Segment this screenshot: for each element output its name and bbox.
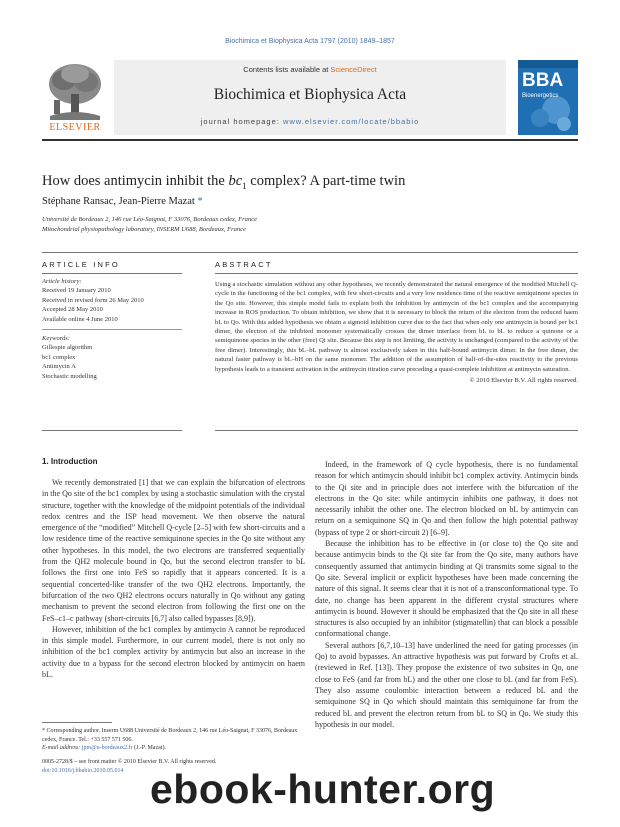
abstract-text: Using a stochastic simulation without any other hypotheses, we recently demonstrated the natural emergence of the modified Mitchell Q-cycle in the functioning of the bc1 complex, with few short-circuits and a very low residence time of the reactive semiquinone species in the Qo site. However, this simple model fails to explain both the inhibition by antimycin of the bc1 complex and the accompanying increase in ROS production. To obtain inhibition, we show that it is necessary to block the return of the electron from the reduced haem bL to Qo. With this added hypothesis we obtain a sigmoid inhibition curve due to the fact that when only one antimycin is bound per bc1 dimer, the electron of the inhibited monomer systematically crosses the dimer interface from bL to bL to reduce a quinone or a semiquinone species in the other (free) Qi site. Because this step is not limiting, the activity is unchanged (compared to the activity of the free dimer). Interestingly, this bL–bL pathway is almost exclusively taken in this half-bound antimycin dimer. In the free dimer, the natural faster pathway is bL–bH on the same monomer. The addition of the assumption of half-of-the-sites reactivity to the previous hypothesis leads to a transient activation in the antimycin titration curve preceding a quasi-complete inhibition at antimycin saturation.	[215, 281, 578, 373]
section-heading: 1. Introduction	[42, 457, 98, 466]
cover-subtitle: Bioenergetics	[522, 93, 559, 99]
journal-masthead	[42, 60, 578, 135]
affiliation-1: Université de Bordeaux 2, 146 rue Léo-Saignat, F 33076, Bordeaux cedex, France	[42, 216, 257, 223]
info-divider	[42, 273, 182, 274]
keyword[interactable]: bc1 complex	[42, 353, 76, 361]
paragraph: Several authors [6,7,10–13] have underlined the need for gating processes (in Qo) to avoid bypasses. An attractive hypothesis was put forward by Crofts et al. (reviewed in Ref. [13]). They propose the existence of two subsites in Qo, one close to FeS (and far from bL) and the other one close to bL (and far from FeS). They also assume coulombic interaction between a reduced bL and the semiquinone SQ in Qo which should maintain this semiquinone far from the reduced bL and prevent the electron return from bL to SQ in Qo. We study this hypothesis in our model.	[315, 640, 578, 729]
watermark: ebook-hunter.org	[150, 766, 496, 812]
journal-title: Biochimica et Biophysica Acta	[213, 86, 407, 103]
title-part: How does antimycin inhibit the	[42, 173, 229, 189]
history-item: Available online 4 June 2010	[42, 315, 118, 323]
authors-text: Stéphane Ransac, Jean-Pierre Mazat	[42, 196, 195, 207]
homepage-prefix: journal homepage:	[200, 117, 283, 126]
paragraph: Indeed, in the framework of Q cycle hypothesis, there is no fundamental reason for which antimycin should inhibit bc1 complex activity. Antimycin binds to the Qi site and in principle does not interfere with the bifurcation of the electrons in the Qo site: while antimycin inhibits one pathway, it does not necessarily inhibit the other one. The electron blocked on bL by antimycin can return on a semiquinone SQ in Qo and then follow the high potential pathway (bypass of type 2 or short-circuit 2) [6–9].	[315, 460, 578, 537]
email-suffix: (J.-P. Mazat).	[133, 745, 166, 752]
email-line	[42, 744, 305, 753]
affiliations	[42, 215, 578, 234]
keyword[interactable]: Stochastic modelling	[42, 372, 97, 380]
history-item: Received in revised form 26 May 2010	[42, 296, 144, 304]
keywords-divider	[42, 329, 182, 331]
email-label: E-mail address:	[42, 745, 81, 752]
cover-title: BBA	[522, 70, 564, 91]
corresponding-author-mark[interactable]: *	[197, 196, 203, 207]
copyright-notice: © 2010 Elsevier B.V. All rights reserved.	[469, 377, 578, 385]
issn-line: 0005-2728/$ – see front matter © 2010 Elsevier B.V. All rights reserved.	[42, 759, 217, 765]
title-part-end: complex? A part-time twin	[246, 173, 406, 189]
journal-homepage	[114, 117, 506, 126]
article-title	[42, 173, 578, 191]
article-info-heading: ARTICLE INFO	[42, 260, 120, 269]
masthead-banner	[114, 60, 506, 135]
running-header: Biochimica et Biophysica Acta 1797 (2010) 1849–1857	[225, 38, 395, 45]
elsevier-logo	[42, 60, 108, 135]
title-bc: bc	[228, 173, 243, 189]
affiliation-2: Mitochondrial physiopathology laboratory, INSERM U688, Bordeaux, France	[42, 225, 246, 233]
homepage-link[interactable]: www.elsevier.com/locate/bbabio	[282, 117, 420, 126]
keyword[interactable]: Gillespie algorithm	[42, 344, 93, 352]
email-link[interactable]: jpm@u-bordeaux2.fr	[81, 745, 133, 752]
contents-prefix: Contents lists available at	[243, 65, 329, 74]
article-info	[42, 277, 182, 381]
doi-link[interactable]: doi:10.1016/j.bbabio.2010.05.014	[42, 767, 124, 774]
paragraph: We recently demonstrated [1] that we can explain the bifurcation of electrons in the Qo site of the bc1 complex by using a stochastic simulation with the crystal structure, together with the knowledge of the midpoint potentials of the individual redox centres and the ISP head movement. We then observe the natural emergence of the “modified” Mitchell Q-cycle [2–5] with few short-circuits and a low residence time of the reactive semiquinone species in the Qo site without any other hypotheses. In this model, the two electrons are transferred sequentially from the QH2 molecule bound in Qo, but the second electron transfer to bL follows the first one into FeS so rapidly that it appears concerted. It is a sequential concerted-like transfer of the two QH2 electrons. Importantly, the bifurcation of the two QH2 electrons occurs naturally in Qo without any gating mechanism to prevent the second electron from following the first one on the FeS–c1–c pathway (short-circuits [6,7] also called bypasses [8,9]).	[42, 478, 305, 623]
sciencedirect-link[interactable]: ScienceDirect	[330, 65, 377, 74]
author-list	[42, 196, 578, 207]
elsevier-wordmark: ELSEVIER	[49, 122, 101, 133]
info-bottom-divider	[42, 430, 182, 431]
abstract-divider	[215, 273, 578, 274]
body-column-left	[42, 477, 305, 680]
abstract-heading: ABSTRACT	[215, 260, 273, 269]
journal-cover-thumbnail	[518, 60, 578, 135]
keywords-label: Keywords:	[42, 335, 70, 343]
body-column-right	[315, 459, 578, 730]
footnote	[42, 727, 305, 753]
history-item: Accepted 28 May 2010	[42, 306, 103, 314]
keyword[interactable]: Antimycin A	[42, 363, 76, 371]
history-label: Article history:	[42, 278, 82, 285]
paragraph: Because the inhibition has to be effective in (or close to) the Qo site and because antimycin binds to the Qi site far from the Qo site, many authors have consequently assumed that antimycin binding at Qi transmits some signal to the Qo site. Several implicit or explicit hypotheses have been made concerning the nature of this signal. It seems clear that it is not of a transconformational type. To date, no change has been apparent in the different crystal structures where antimycin is bound. However it should be emphasized that the Qo site in all these structures is also occupied by an inhibitor (stigmatellin) that can block a possible conformational change.	[315, 539, 578, 639]
footnote-divider	[42, 722, 112, 723]
paragraph: However, inhibition of the bc1 complex by antimycin A cannot be reproduced in this simple model. Furthermore, in our current model, there is not only no inhibition of the bc1 complex activity by antimycin but also an increase in the activity due to a bypass for the second electron blocked by antimycin on haem bL.	[42, 624, 305, 680]
abstract-body	[215, 280, 578, 385]
contents-availability	[114, 65, 506, 74]
title-subscript: 1	[242, 180, 247, 191]
masthead-rule	[42, 139, 578, 141]
header-divider	[42, 252, 578, 253]
corresponding-author-note: * Corresponding author. Inserm U688 Université de Bordeaux 2, 146 rue Léo-Saignat, F 33076, Bordeaux cedex, France. Tel.: +33 557 571 506.	[42, 728, 298, 743]
abstract-bottom-divider	[215, 430, 578, 431]
history-item: Received 19 January 2010	[42, 287, 111, 295]
